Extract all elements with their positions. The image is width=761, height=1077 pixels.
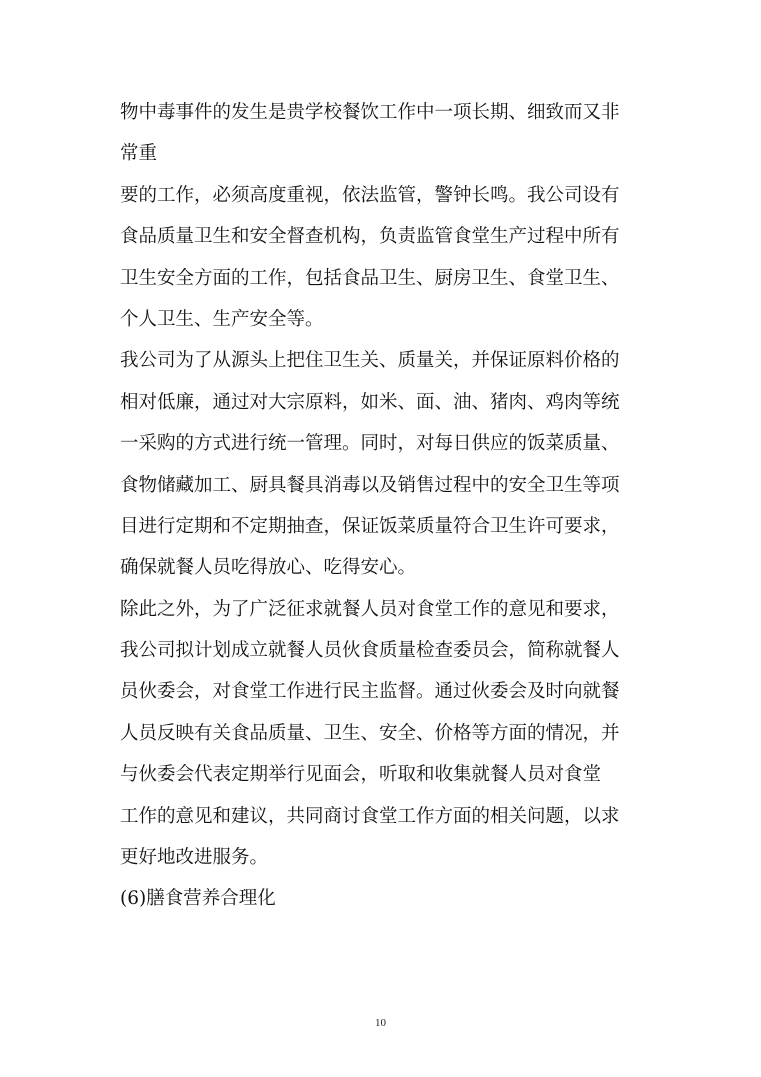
body-text	[120, 92, 660, 920]
text-line: 目进行定期和不定期抽查，保证饭菜质量符合卫生许可要求，	[120, 515, 620, 537]
text-line: 常重	[120, 143, 158, 165]
text-line: 食品质量卫生和安全督查机构，负责监管食堂生产过程中所有	[120, 226, 620, 248]
text-line: 确保就餐人员吃得放心、吃得安心。	[120, 557, 417, 579]
page-number: 10	[375, 1017, 386, 1029]
text-line: 食物储藏加工、厨具餐具消毒以及销售过程中的安全卫生等项	[120, 474, 620, 496]
text-line: 物中毒事件的发生是贵学校餐饮工作中一项长期、细致而又非	[120, 102, 620, 123]
text-line: 人员反映有关食品质量、卫生、安全、价格等方面的情况，并	[120, 722, 620, 744]
text-line: 员伙委会，对食堂工作进行民主监督。通过伙委会及时向就餐	[120, 681, 620, 703]
text-line: 一采购的方式进行统一管理。同时，对每日供应的饭菜质量、	[120, 433, 620, 455]
section-heading: (6)膳食营养合理化	[120, 888, 276, 910]
text-line: 相对低廉，通过对大宗原料，如米、面、油、猪肉、鸡肉等统	[120, 391, 620, 413]
text-line: 更好地改进服务。	[120, 847, 269, 869]
text-line: 与伙委会代表定期举行见面会，听取和收集就餐人员对食堂	[120, 764, 602, 786]
text-line: 工作的意见和建议，共同商讨食堂工作方面的相关问题，以求	[120, 805, 620, 827]
text-line: 个人卫生、生产安全等。	[120, 308, 324, 330]
text-line: 我公司拟计划成立就餐人员伙食质量检查委员会，简称就餐人	[120, 640, 620, 662]
text-line: 我公司为了从源头上把住卫生关、质量关，并保证原料价格的	[120, 350, 620, 372]
text-line: 要的工作，必须高度重视，依法监管，警钟长鸣。我公司设有	[120, 184, 620, 206]
text-line: 卫生安全方面的工作，包括食品卫生、厨房卫生、食堂卫生、	[120, 267, 620, 289]
text-line: 除此之外，为了广泛征求就餐人员对食堂工作的意见和要求，	[120, 598, 620, 620]
